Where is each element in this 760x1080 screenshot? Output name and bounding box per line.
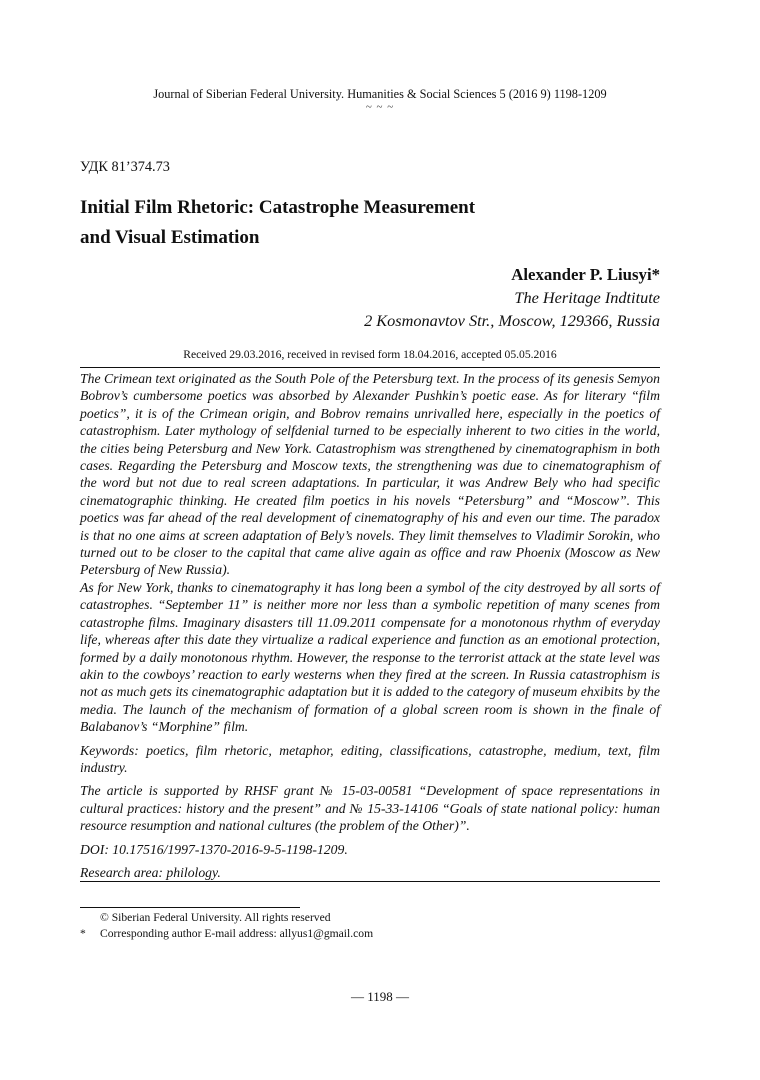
title-line-1: Initial Film Rhetoric: Catastrophe Measurement — [80, 197, 476, 218]
author-address: 2 Kosmonavtov Str., Moscow, 129366, Russia — [364, 311, 660, 330]
footnotes — [80, 910, 660, 942]
research-area: Research area: philology. — [80, 864, 221, 880]
abstract-paragraph-2: As for New York, thanks to cinematography it has long been a symbol of the city destroyed by all sorts of catastrophes. “September 11” is neither more nor less than a symbolic repetition of many scenes from catastrophe films. Imaginary disasters till 11.09.2011 compensate for a monotonous rhythm of everyday life, whereas after this date they virtualize a radical experience and function as an emotional protection, formed by a daily monotonous rhythm. However, the response to the terrorist attack at the state level was akin to the cowboys’ reaction to early westerns when they fired at the screen. In Russia catastrophism is not as much gets its cinematographic adaptation but it is added to the category of museum ehxibits by the media. The launch of the mechanism of formation of a global screen room is shown in the finale of Balabanov’s “Morphine” film. — [80, 579, 660, 735]
footnote-rule — [80, 907, 300, 908]
abstract-top-rule — [80, 367, 660, 368]
corresponding-author-text: Corresponding author E-mail address: allyus1@gmail.com — [100, 927, 374, 940]
article-title — [80, 193, 640, 253]
abstract-paragraph-1: The Crimean text originated as the South Pole of the Petersburg text. In the process of its genesis Semyon Bobrov’s cumbersome poetics was absorbed by Alexander Pushkin’s poetic ease. As for literary “film poetics”, it is of the Crimean origin, and Bobrov remains unrivalled here, especially in the poetics of catastrophism. Later mythology of selfdenial turned to be especially inherent to two cities in the world, the cities being Petersburg and New York. Catastrophism was strengthened by cinematographism in both cases. Regarding the Petersburg and Moscow texts, the strengthening was due to cinematographism of the word but not due to real screen adaptations. In particular, it was Andrew Bely who had specific cinematographic thinking. He created film poetics in his novels “Petersburg” and “Moscow”. This poetics was far ahead of the real development of cinematography of his and even our time. The paradox is that no one aims at screen adaptation of Bely’s novels. They limit themselves to Vladimir Sorokin, who turned out to be closer to the capital that came alive again as office and raw Phoenix (Moscow as New Petersburg of New Russia). — [80, 371, 660, 578]
copyright-footnote — [80, 910, 660, 926]
author-name: Alexander P. Liusyi* — [511, 265, 660, 284]
header-ornament: ~ ~ ~ — [365, 101, 395, 113]
keywords: Keywords: poetics, film rhetoric, metaphor, editing, classifications, catastrophe, medium, text, film industry. — [80, 742, 660, 775]
author-block — [364, 263, 660, 332]
title-line-2: and Visual Estimation — [80, 227, 260, 248]
doi: DOI: 10.17516/1997-1370-2016-9-5-1198-1209. — [80, 841, 348, 857]
journal-header: Journal of Siberian Federal University. Humanities & Social Sciences 5 (2016 9) 1198-1209 — [153, 87, 607, 101]
copyright-text: © Siberian Federal University. All rights reserved — [100, 911, 331, 924]
received-dates: Received 29.03.2016, received in revised form 18.04.2016, accepted 05.05.2016 — [183, 348, 557, 361]
page-number: — 1198 — — [350, 989, 410, 1004]
grant-note: The article is supported by RHSF grant № 15-03-00581 “Development of space representations in cultural practices: history and the present” and № 15-33-14106 “Goals of state national policy: human resource resumption and national cultures (the problem of the Other)”. — [80, 783, 660, 834]
abstract-bottom-rule — [80, 881, 660, 882]
author-affiliation: The Heritage Indtitute — [514, 288, 660, 307]
footnote-asterisk: * — [80, 927, 86, 940]
udk-code: УДК 81’374.73 — [80, 159, 170, 175]
abstract — [80, 370, 660, 881]
corresponding-author-footnote — [80, 926, 660, 942]
